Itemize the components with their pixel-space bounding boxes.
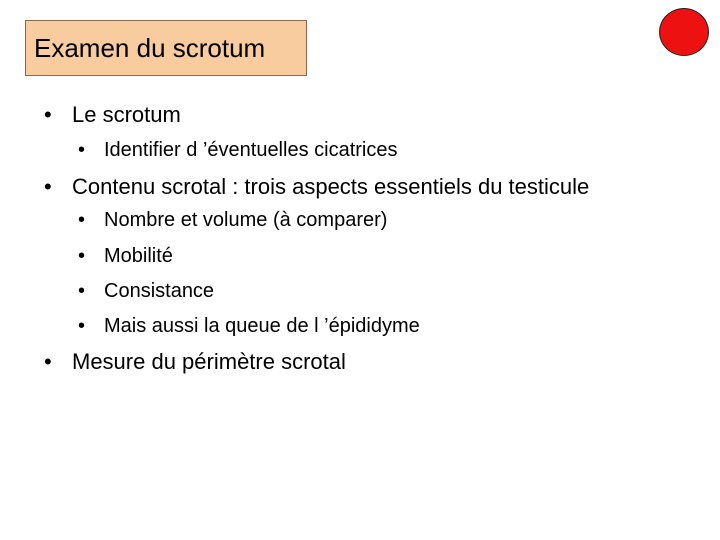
bullet-text: Mesure du périmètre scrotal: [72, 349, 346, 374]
red-circle-icon: [659, 8, 709, 56]
bullet-text: Mobilité: [104, 245, 173, 267]
bullet-text: Le scrotum: [72, 102, 181, 127]
bullet-icon: •: [78, 139, 86, 161]
bullet-icon: •: [78, 315, 86, 337]
bullet-text: Mais aussi la queue de l ’épididyme: [104, 315, 420, 337]
title-box: [25, 20, 307, 76]
bullet-icon: •: [44, 174, 52, 199]
bullet-icon: •: [44, 349, 52, 374]
bullet-text: Contenu scrotal : trois aspects essentiels du testicule: [72, 174, 590, 199]
bullet-icon: •: [44, 102, 52, 127]
bullet-icon: •: [78, 280, 86, 302]
bullet-text: Identifier d ’éventuelles cicatrices: [104, 139, 398, 161]
slide-title: Examen du scrotum: [34, 32, 266, 63]
bullet-icon: •: [78, 245, 86, 267]
bullet-text: Consistance: [104, 280, 215, 302]
bullet-icon: •: [78, 209, 86, 231]
bullet-text: Nombre et volume (à comparer): [104, 209, 388, 231]
